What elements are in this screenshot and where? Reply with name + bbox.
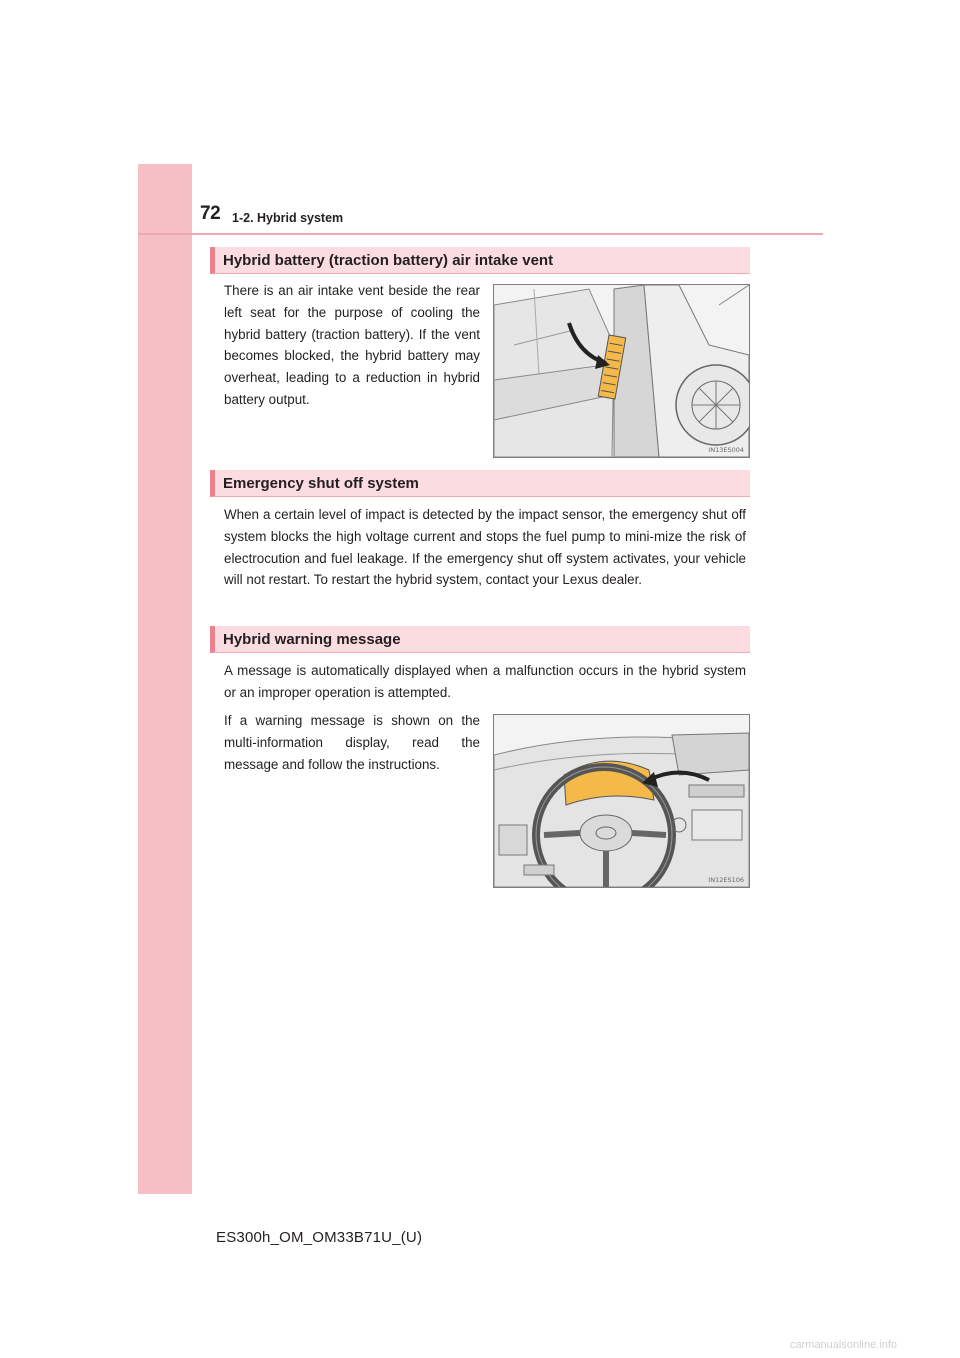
rear-seat-vent-illustration [494, 285, 749, 457]
instrument-panel-illustration [494, 715, 749, 887]
header-divider [138, 233, 823, 235]
document-id-footer: ES300h_OM_OM33B71U_(U) [216, 1229, 423, 1246]
heading-hybrid-warning-message: Hybrid warning message [210, 626, 750, 653]
figure-instrument-panel [493, 714, 750, 888]
pink-side-tab [138, 164, 192, 1194]
figure-code: IN13ES004 [708, 446, 744, 454]
running-section-title: 1-2. Hybrid system [232, 211, 344, 225]
paragraph-emergency-shut-off: When a certain level of impact is detected by the impact sensor, the emergency shut off system blocks the high voltage current and stops the fuel pump to mini-mize the risk of electrocution and fuel leakage. If the emergency shut off system activates, your vehicle will not restart. To restart the hybrid system, contact your Lexus dealer. [224, 507, 746, 588]
site-watermark: carmanualsonline.info [790, 1339, 898, 1351]
page-number: 72 [200, 203, 221, 224]
figure-rear-seat-vent [493, 284, 750, 458]
heading-emergency-shut-off: Emergency shut off system [210, 470, 750, 497]
paragraph-air-intake-vent: There is an air intake vent beside the rear left seat for the purpose of cooling the hybrid battery (traction battery). If the vent becomes blocked, the hybrid battery may overheat, leading to a reduction in hybrid battery output. [224, 283, 480, 407]
figure-code: IN12ES106 [708, 876, 744, 884]
heading-air-intake-vent: Hybrid battery (traction battery) air intake vent [210, 247, 750, 274]
paragraph-warning-message-intro: A message is automatically displayed when a malfunction occurs in the hybrid system or an improper operation is attempted. [224, 663, 746, 700]
paragraph-warning-message-instructions: If a warning message is shown on the multi-information display, read the message and follow the instructions. [224, 713, 480, 772]
